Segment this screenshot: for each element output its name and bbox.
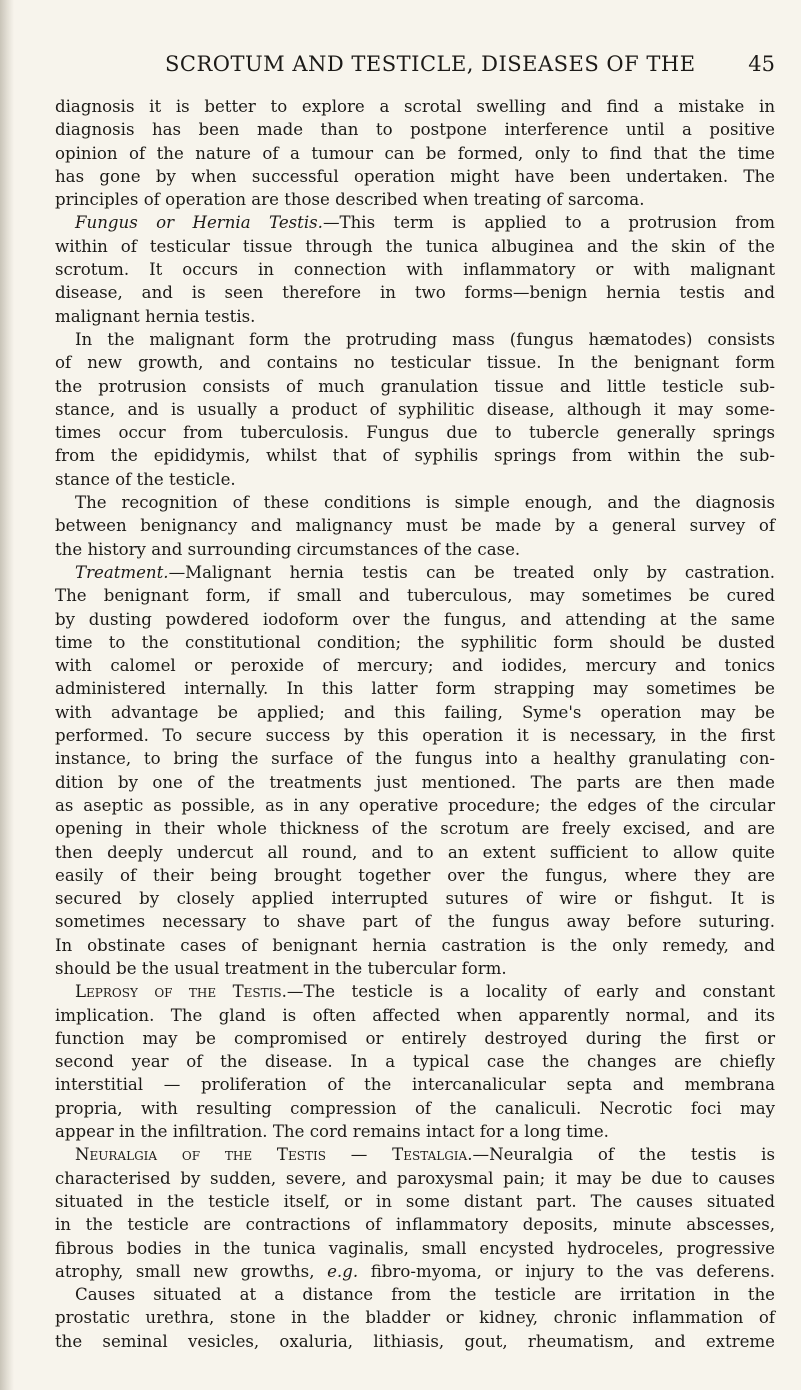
- styled-run: Fungus or Hernia Testis.: [75, 213, 323, 233]
- running-head: SCROTUM AND TESTICLE, DISEASES OF THE: [165, 52, 696, 76]
- text-run: times occur from tuberculosis. Fungus due to tubercle generally springs: [55, 423, 775, 443]
- text-run: the history and surrounding circumstances of the case.: [55, 539, 521, 559]
- text-run: stance, and is usually a product of syphilitic disease, although it may some-: [55, 399, 775, 419]
- text-run: appear in the infiltration. The cord remains intact for a long time.: [55, 1122, 609, 1142]
- text-run: principles of operation are those described when treating of sarcoma.: [55, 190, 645, 210]
- text-run: atrophy, small new growths,: [55, 1261, 328, 1281]
- text-run: in the testicle are contractions of inflammatory deposits, minute abscesses,: [55, 1215, 775, 1235]
- text-run: The recognition of these conditions is simple enough, and the diagnosis: [75, 493, 775, 513]
- text-line: [55, 794, 775, 817]
- text-line: [55, 701, 775, 724]
- text-line: [55, 444, 775, 467]
- styled-run: e.g.: [327, 1261, 359, 1281]
- text-line: [55, 1004, 775, 1027]
- text-line: [55, 561, 775, 584]
- text-line: [55, 375, 775, 398]
- text-run: with advantage be applied; and this failing, Syme's operation may be: [55, 702, 775, 722]
- page-header: [55, 52, 775, 80]
- text-line: [55, 841, 775, 864]
- text-line: [55, 1097, 775, 1120]
- text-line: [55, 677, 775, 700]
- text-run: second year of the disease. In a typical case the changes are chiefly: [55, 1052, 775, 1072]
- text-run: between benignancy and malignancy must be made by a general survey of: [55, 516, 775, 536]
- text-run: of new growth, and contains no testicular tissue. In the benignant form: [55, 353, 775, 373]
- styled-run: Leprosy of the Testis.: [75, 982, 287, 1002]
- text-run: as aseptic as possible, as in any operative procedure; the edges of the circular: [55, 795, 775, 815]
- text-run: diagnosis it is better to explore a scrotal swelling and find a mistake in: [55, 97, 775, 116]
- text-run: Causes situated at a distance from the testicle are irritation in the: [75, 1285, 775, 1305]
- body-text: [55, 95, 775, 1353]
- text-run: opinion of the nature of a tumour can be formed, only to find that the time: [55, 143, 775, 163]
- text-run: disease, and is seen therefore in two forms—benign hernia testis and: [55, 283, 775, 303]
- text-line: [55, 538, 775, 561]
- text-line: [55, 1260, 775, 1283]
- text-run: instance, to bring the surface of the fungus into a healthy granulating con-: [55, 749, 775, 769]
- text-line: [55, 491, 775, 514]
- text-line: [55, 398, 775, 421]
- text-run: fibro-myoma, or injury to the vas deferens.: [358, 1261, 776, 1281]
- text-line: [55, 95, 775, 118]
- text-run: In the malignant form the protruding mass (fungus hæmatodes) consists: [75, 329, 775, 349]
- text-line: [55, 211, 775, 234]
- text-run: situated in the testicle itself, or in some distant part. The causes situated: [55, 1191, 775, 1211]
- text-run: characterised by sudden, severe, and paroxysmal pain; it may be due to causes: [55, 1168, 775, 1188]
- text-line: [55, 305, 775, 328]
- text-line: [55, 1120, 775, 1143]
- text-run: function may be compromised or entirely destroyed during the first or: [55, 1028, 775, 1048]
- text-line: [55, 584, 775, 607]
- text-line: [55, 1306, 775, 1329]
- text-line: [55, 1027, 775, 1050]
- text-run: by dusting powdered iodoform over the fungus, and attending at the same: [55, 609, 775, 629]
- text-run: —The testicle is a locality of early and constant: [286, 982, 775, 1002]
- text-line: [55, 142, 775, 165]
- text-line: [55, 1213, 775, 1236]
- text-run: stance of the testicle.: [55, 469, 236, 489]
- text-line: [55, 747, 775, 770]
- text-line: [55, 421, 775, 444]
- text-line: [55, 631, 775, 654]
- text-run: The benignant form, if small and tuberculous, may sometimes be cured: [55, 586, 775, 606]
- text-run: In obstinate cases of benignant hernia castration is the only remedy, and: [55, 935, 775, 955]
- text-run: the seminal vesicles, oxaluria, lithiasis, gout, rheumatism, and extreme: [55, 1331, 775, 1351]
- text-line: [55, 724, 775, 747]
- styled-run: Treatment.: [75, 562, 169, 582]
- text-run: the protrusion consists of much granulation tissue and little testicle sub-: [55, 376, 775, 396]
- page-number: 45: [748, 52, 775, 76]
- text-line: [55, 980, 775, 1003]
- text-run: with calomel or peroxide of mercury; and iodides, mercury and tonics: [55, 656, 775, 676]
- text-run: performed. To secure success by this operation it is necessary, in the first: [55, 726, 775, 746]
- text-run: time to the constitutional condition; the syphilitic form should be dusted: [55, 632, 775, 652]
- binding-edge: [0, 0, 14, 1390]
- text-line: [55, 468, 775, 491]
- text-line: [55, 118, 775, 141]
- text-line: [55, 934, 775, 957]
- text-line: [55, 1283, 775, 1306]
- text-line: [55, 514, 775, 537]
- text-run: then deeply undercut all round, and to an extent sufficient to allow quite: [55, 842, 775, 862]
- text-line: [55, 864, 775, 887]
- text-line: [55, 910, 775, 933]
- text-line: [55, 771, 775, 794]
- text-run: sometimes necessary to shave part of the fungus away before suturing.: [55, 912, 775, 932]
- text-run: easily of their being brought together over the fungus, where they are: [55, 865, 775, 885]
- text-run: within of testicular tissue through the tunica albuginea and the skin of the: [55, 236, 775, 256]
- text-line: [55, 281, 775, 304]
- text-run: prostatic urethra, stone in the bladder or kidney, chronic inflammation of: [55, 1308, 775, 1328]
- text-line: [55, 351, 775, 374]
- text-line: [55, 1073, 775, 1096]
- text-line: [55, 188, 775, 211]
- text-run: opening in their whole thickness of the scrotum are freely excised, and are: [55, 819, 775, 839]
- text-line: [55, 1050, 775, 1073]
- text-run: from the epididymis, whilst that of syphilis springs from within the sub-: [55, 446, 775, 466]
- text-run: scrotum. It occurs in connection with inflammatory or with malignant: [55, 260, 775, 280]
- text-line: [55, 1143, 775, 1166]
- text-line: [55, 887, 775, 910]
- text-run: malignant hernia testis.: [55, 306, 256, 326]
- text-line: [55, 957, 775, 980]
- text-line: [55, 258, 775, 281]
- text-run: diagnosis has been made than to postpone interference until a positive: [55, 120, 775, 140]
- text-run: should be the usual treatment in the tubercular form.: [55, 958, 507, 978]
- text-line: [55, 1330, 775, 1353]
- text-line: [55, 817, 775, 840]
- text-run: implication. The gland is often affected when apparently normal, and its: [55, 1005, 775, 1025]
- text-run: administered internally. In this latter form strapping may sometimes be: [55, 679, 775, 699]
- text-line: [55, 235, 775, 258]
- text-run: interstitial — proliferation of the intercanalicular septa and membrana: [55, 1075, 775, 1095]
- text-run: secured by closely applied interrupted sutures of wire or fishgut. It is: [55, 889, 775, 909]
- text-line: [55, 654, 775, 677]
- text-run: —This term is applied to a protrusion from: [322, 213, 776, 233]
- text-line: [55, 165, 775, 188]
- text-line: [55, 608, 775, 631]
- text-run: has gone by when successful operation might have been undertaken. The: [55, 166, 775, 186]
- text-run: —Neuralgia of the testis is: [472, 1145, 775, 1165]
- text-run: dition by one of the treatments just mentioned. The parts are then made: [55, 772, 775, 792]
- text-line: [55, 328, 775, 351]
- text-line: [55, 1190, 775, 1213]
- styled-run: Neuralgia of the Testis — Testalgia.: [75, 1145, 473, 1165]
- text-run: —Malignant hernia testis can be treated only by castration.: [168, 562, 775, 582]
- text-line: [55, 1167, 775, 1190]
- text-run: fibrous bodies in the tunica vaginalis, small encysted hydroceles, progressive: [55, 1238, 775, 1258]
- text-run: propria, with resulting compression of the canaliculi. Necrotic foci may: [55, 1098, 775, 1118]
- text-line: [55, 1237, 775, 1260]
